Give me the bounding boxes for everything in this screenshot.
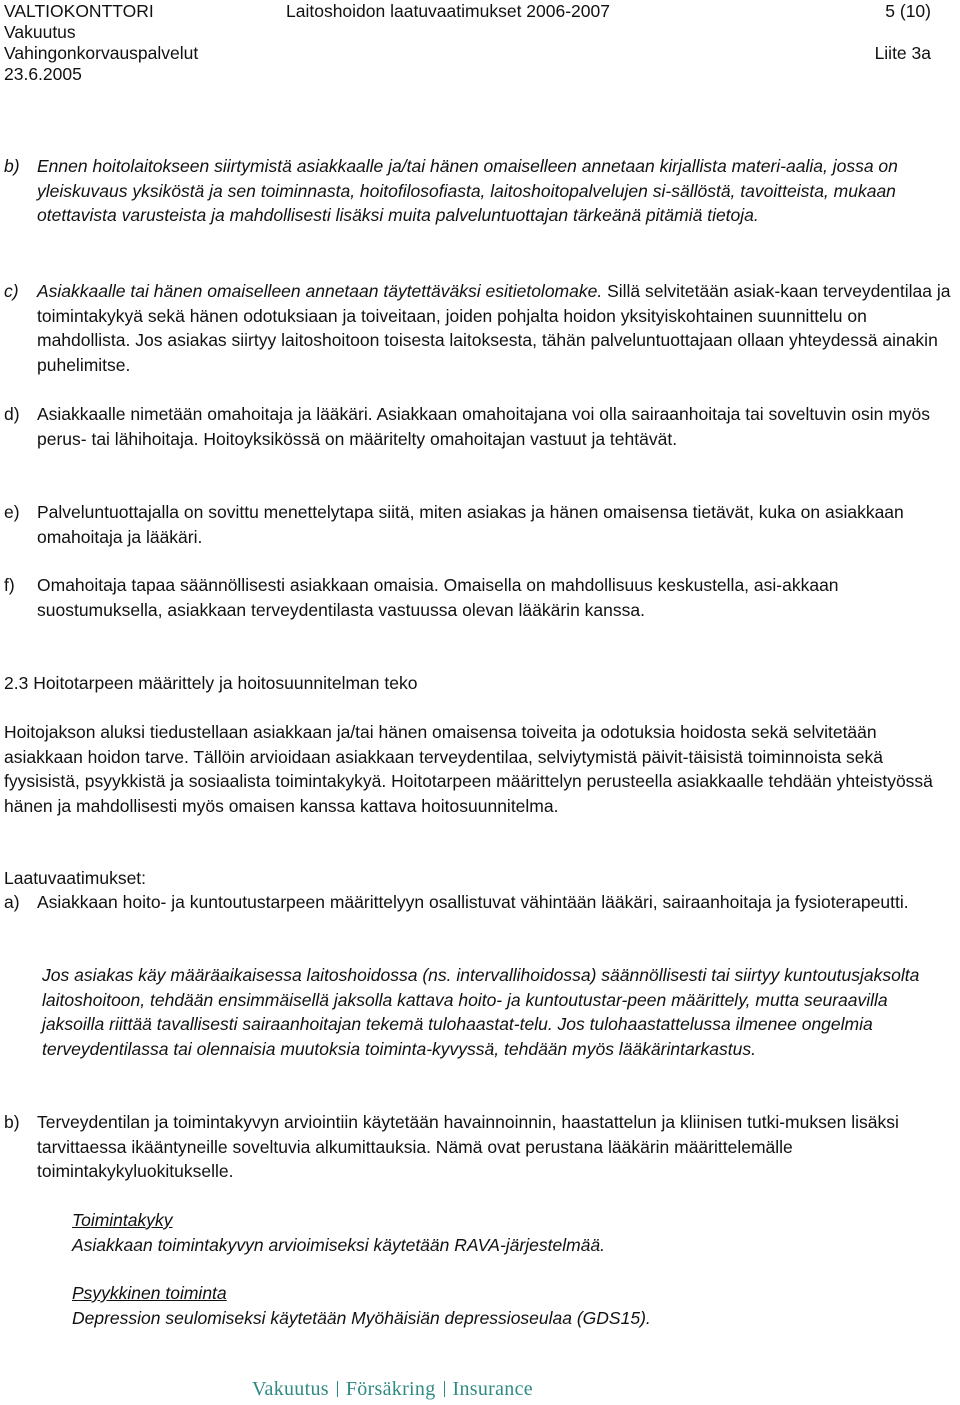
- list-item-text: Ennen hoitolaitokseen siirtymistä asiakkaalle ja/tai hänen omaiselleen annetaan kirjallista materi-aalia, jossa on yleiskuvaus yksiköstä ja sen toiminnasta, hoitofilosofiasta, laitoshoitopalvelujen si-sällöstä, tavoitteista, mukaan otettavista varusteista ja mahdollisesti lisäksi muita palveluntuottajan tärkeänä pitämiä tietoja.: [37, 156, 898, 225]
- annex-label: Liite 3a: [874, 43, 931, 63]
- list-item-text: Palveluntuottajalla on sovittu menettelytapa siitä, miten asiakas ja hänen omaisensa tietävät, kuka on asiakkaan omahoitaja ja lääkäri.: [37, 502, 904, 547]
- header-right: [875, 1, 931, 64]
- footer-logo-sv: Försäkring: [345, 1378, 436, 1400]
- section-body: Hoitojakson aluksi tiedustellaan asiakkaan ja/tai hänen omaisensa toiveita ja odotuksia hoidosta sekä selvitetään asiakkaan hoidon tarve. Tällöin arvioidaan asiakkaan terveydentilaa, selviytymistä päivit-täisistä toiminnoista sekä fyysisistä, psyykkistä ja sosiaalista toimintakykyä. Hoitotarpeen määrittelyn perusteella asiakkaalle tehdään yhteistyössä hänen ja mahdollisesti myös omaisen kanssa kattava hoitosuunnitelma.: [4, 722, 933, 816]
- page-number: 5 (10): [885, 1, 931, 21]
- requirement-text: Asiakkaan hoito- ja kuntoutustarpeen määrittelyyn osallistuvat vähintään lääkäri, sairaanhoitaja ja fysioterapeutti.: [37, 892, 909, 912]
- list-item-text-italic: Asiakkaalle tai hänen omaiselleen annetaan täytettäväksi esitietolomake.: [37, 281, 603, 301]
- header-left: [4, 1, 198, 85]
- header-dept: Vakuutus: [4, 22, 76, 42]
- subsection-title: Psyykkinen toiminta: [72, 1283, 227, 1303]
- list-item-text: Omahoitaja tapaa säännöllisesti asiakkaan omaisia. Omaisella on mahdollisuus keskustella, asi-akkaan suostumuksella, asiakkaan terveydentilasta vastuussa olevan lääkärin kanssa.: [37, 575, 839, 620]
- footer-logo: [252, 1378, 533, 1401]
- header-date: 23.6.2005: [4, 64, 82, 84]
- header-unit: Vahingonkorvauspalvelut: [4, 43, 199, 63]
- section-heading: 2.3 Hoitotarpeen määrittely ja hoitosuunnitelman teko: [4, 673, 418, 693]
- footer-logo-fi: Vakuutus: [252, 1378, 329, 1400]
- header-title: Laitoshoidon laatuvaatimukset 2006-2007: [286, 1, 610, 21]
- subsection-title: Toimintakyky: [72, 1210, 173, 1230]
- list-item-text: Sillä selvitetään asiak-kaan terveydentilaa ja toimintakykyä sekä hänen odotuksiaan ja toiveitaan, joiden pohjalta hoidon yksityiskohtainen suunnittelu on mahdollista. Jos asiakas siirtyy laitoshoitoon toisesta laitoksesta, tähän palveluntuottajaan ollaan yhteydessä ainakin puhelimitse.: [37, 281, 951, 375]
- footer-logo-en: Insurance: [452, 1378, 533, 1400]
- subsection-text: Asiakkaan toimintakyvyn arvioimiseksi käytetään RAVA-järjestelmää.: [72, 1234, 605, 1255]
- interval-note: Jos asiakas käy määräaikaisessa laitoshoidossa (ns. intervallihoidossa) säännöllisesti tai siirtyy kuntoutusjaksolta laitoshoitoon, tehdään ensimmäisellä jaksolla kattava hoito- ja kuntoutustar-peen määrittely, mutta seuraavilla jaksoilla riittää tavallisesti sairaanhoitajan tekemä tulohaastat-telu. Jos tulohaastattelussa ilmenee ongelmia terveydentilassa tai olennaisia muutoksia toiminta-kyvyssä, tehdään myös lääkärintarkastus.: [42, 965, 920, 1059]
- footer-separator: [337, 1381, 338, 1397]
- requirement-text: Terveydentilan ja toimintakyvyn arviointiin käytetään havainnoinnin, haastattelun ja kliinisen tutki-muksen lisäksi tarvittaessa ikääntyneille soveltuvia alkumittauksia. Nämä ovat perustana lääkärin määrittelemälle toimintakykyluokitukselle.: [37, 1112, 899, 1181]
- subsection-text: Depression seulomiseksi käytetään Myöhäisiän depressioseulaa (GDS15).: [72, 1307, 651, 1328]
- subsection-psychological: [72, 1281, 952, 1330]
- subsection-functional-ability: [72, 1208, 952, 1257]
- requirements-title: Laatuvaatimukset:: [4, 868, 147, 888]
- list-item-text: Asiakkaalle nimetään omahoitaja ja lääkäri. Asiakkaan omahoitajana voi olla sairaanhoitaja tai soveltuvin osin myös perus- tai lähihoitaja. Hoitoyksikössä on määritelty omahoitajan vastuut ja tehtävät.: [37, 404, 931, 449]
- footer-separator: [444, 1381, 445, 1397]
- header-org: VALTIOKONTTORI: [4, 1, 154, 21]
